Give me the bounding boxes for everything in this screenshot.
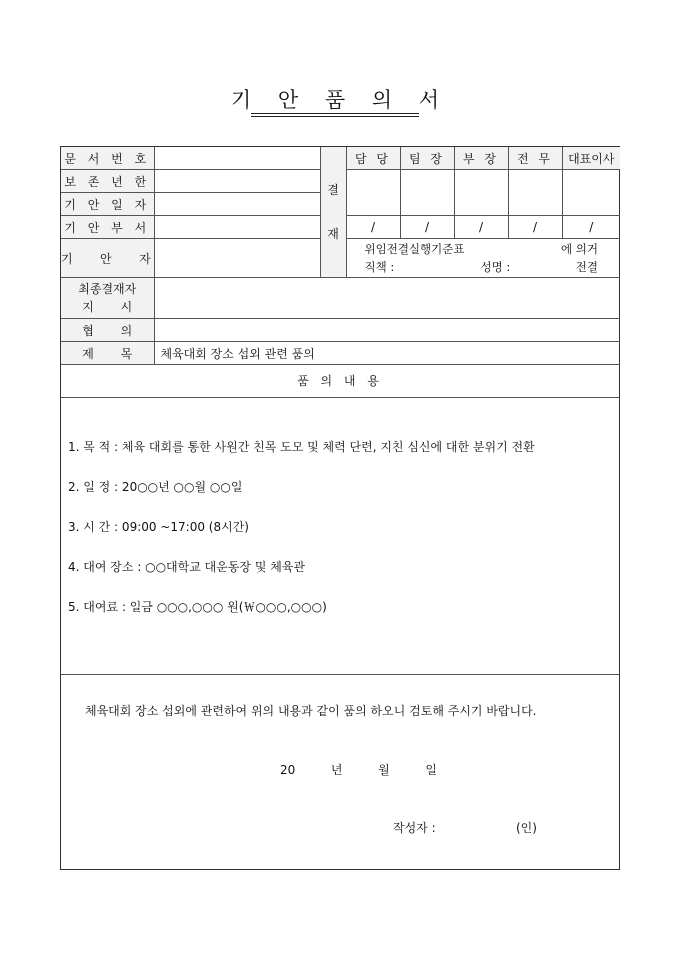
author-label: 작성자 : bbox=[393, 821, 436, 835]
role-team-lead: 팀 장 bbox=[400, 147, 454, 170]
approval-side-label-2: 재 bbox=[327, 227, 339, 241]
label-subject: 제 목 bbox=[61, 342, 154, 365]
label-retention: 보 존 년 한 bbox=[61, 170, 154, 193]
date-mark-dept-head: / bbox=[454, 216, 508, 239]
content-body bbox=[61, 398, 619, 675]
dept-field[interactable] bbox=[154, 216, 320, 239]
date-mark-ceo: / bbox=[562, 216, 620, 239]
seal-mark: (인) bbox=[516, 821, 537, 835]
title-underline-bottom bbox=[251, 116, 419, 117]
date-mark-team-lead: / bbox=[400, 216, 454, 239]
decision-label: 전결 bbox=[575, 260, 598, 274]
retention-field[interactable] bbox=[154, 170, 320, 193]
label-dept: 기 안 부 서 bbox=[61, 216, 154, 239]
sign-box-staff[interactable] bbox=[346, 170, 400, 216]
date-line: 20 년 월 일 bbox=[280, 763, 437, 777]
label-final-approver-line2: 지 시 bbox=[82, 300, 133, 314]
approval-side-label bbox=[320, 147, 346, 278]
subject-field[interactable]: 체육대회 장소 섭외 관련 품의 bbox=[154, 342, 620, 365]
role-director: 전 무 bbox=[508, 147, 562, 170]
role-ceo: 대표이사 bbox=[562, 147, 620, 170]
list-item: 5. 대여료 : 일금 ○○○,○○○ 원(￦○○○,○○○) bbox=[68, 600, 327, 614]
closing-section bbox=[61, 675, 619, 865]
doc-no-field[interactable] bbox=[154, 147, 320, 170]
title-underline-top bbox=[251, 113, 419, 114]
role-staff: 담 당 bbox=[346, 147, 400, 170]
sign-box-team-lead[interactable] bbox=[400, 170, 454, 216]
document-title: 기 안 품 의 서 bbox=[230, 88, 450, 112]
form-frame bbox=[60, 146, 620, 870]
label-final-approver bbox=[61, 278, 154, 319]
position-label: 직책 : bbox=[364, 260, 395, 274]
name-label: 성명 : bbox=[480, 260, 511, 274]
label-consult: 협 의 bbox=[61, 319, 154, 342]
delegation-note bbox=[346, 239, 620, 278]
label-doc-no: 문 서 번 호 bbox=[61, 147, 154, 170]
request-text: 체육대회 장소 섭외에 관련하여 위의 내용과 같이 품의 하오니 검토해 주시기 바랍니다. bbox=[85, 704, 537, 718]
final-approver-field[interactable] bbox=[154, 278, 620, 319]
approval-side-label-1: 결 bbox=[327, 183, 339, 197]
list-item: 2. 일 정 : 20○○년 ○○월 ○○일 bbox=[68, 480, 243, 494]
content-header: 품 의 내 용 bbox=[61, 365, 619, 398]
date-mark-director: / bbox=[508, 216, 562, 239]
list-item: 1. 목 적 : 체육 대회를 통한 사원간 친목 도모 및 체력 단련, 지친 심신에 대한 분위기 전환 bbox=[68, 440, 535, 454]
drafter-field[interactable] bbox=[154, 239, 320, 278]
consult-field[interactable] bbox=[154, 319, 620, 342]
label-drafter: 기 안 자 bbox=[61, 239, 154, 278]
sign-box-director[interactable] bbox=[508, 170, 562, 216]
sign-box-ceo[interactable] bbox=[562, 170, 620, 216]
delegation-rule: 위임전결실행기준표 bbox=[364, 242, 465, 256]
header-table bbox=[61, 147, 620, 365]
label-final-approver-line1: 최종결재자 bbox=[78, 282, 137, 296]
list-item: 4. 대여 장소 : ○○대학교 대운동장 및 체육관 bbox=[68, 560, 306, 574]
role-dept-head: 부 장 bbox=[454, 147, 508, 170]
date-mark-staff: / bbox=[346, 216, 400, 239]
delegation-by: 에 의거 bbox=[561, 242, 598, 256]
label-draft-date: 기 안 일 자 bbox=[61, 193, 154, 216]
list-item: 3. 시 간 : 09:00 ~17:00 (8시간) bbox=[68, 520, 249, 534]
draft-date-field[interactable] bbox=[154, 193, 320, 216]
sign-box-dept-head[interactable] bbox=[454, 170, 508, 216]
